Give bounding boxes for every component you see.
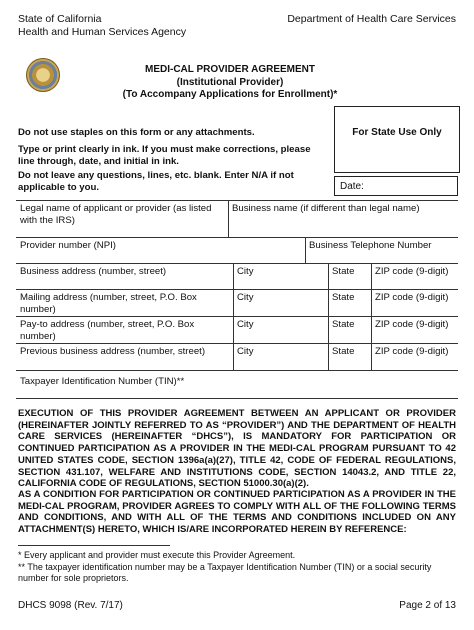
city-label: City bbox=[237, 319, 254, 330]
city-label: City bbox=[237, 292, 254, 303]
previous-address-label: Previous business address (number, street) bbox=[20, 346, 206, 357]
tin-label: Taxpayer Identification Number (TIN)** bbox=[20, 376, 185, 387]
city-label: City bbox=[237, 346, 254, 357]
state-label: State bbox=[332, 346, 355, 357]
header-agency: Health and Human Services Agency bbox=[18, 26, 187, 38]
provider-number-field[interactable] bbox=[16, 237, 305, 263]
state-label: State bbox=[332, 319, 355, 330]
zip-label: ZIP code (9-digit) bbox=[375, 292, 449, 303]
footnote-2: ** The taxpayer identification number may be a Taxpayer Identification Number (TIN) or a social security number for sole proprietors. bbox=[18, 562, 432, 583]
payto-state-field[interactable] bbox=[328, 316, 371, 343]
execution-paragraph: EXECUTION OF THIS PROVIDER AGREEMENT BETWEEN AN APPLICANT OR PROVIDER (HEREINAFTER JOINTLY REFERRED TO AS “PROVIDER”) AND THE DEPARTMENT OF HEALTH CARE SERVICES (HEREINAFTER “DHCS”), IS MANDATORY FOR PARTICIPATION OR CONTINUED PARTICIPATION AS A PROVIDER IN THE MEDI-CAL PROGRAM PURSUANT TO 42 UNITED STATES CODE, SECTION 1396a(a)(27), TITLE 42, CODE OF FEDERAL REGULATIONS, SECTION 431.107, WELFARE AND INSTITUTIONS CODE, SECTION 14043.2, AND TITLE 22, CALIFORNIA CODE OF REGULATIONS, SECTION 51000.30(a)(2). bbox=[18, 408, 456, 490]
mailing-state-field[interactable] bbox=[328, 289, 371, 316]
state-seal-icon bbox=[26, 58, 60, 92]
zip-label: ZIP code (9-digit) bbox=[375, 266, 449, 277]
date-label: Date: bbox=[340, 181, 364, 192]
payto-city-field[interactable] bbox=[233, 316, 328, 343]
header-state: State of California bbox=[18, 13, 102, 25]
business-address-field[interactable] bbox=[16, 263, 233, 289]
form-title-line2: (Institutional Provider) bbox=[176, 76, 284, 88]
business-state-field[interactable] bbox=[328, 263, 371, 289]
condition-paragraph: AS A CONDITION FOR PARTICIPATION OR CONTINUED PARTICIPATION AS A PROVIDER IN THE MEDI-CAL PROGRAM, PROVIDER AGREES TO COMPLY WITH ALL OF THE FOLLOWING TERMS AND CONDITIONS, AND WITH ALL OF THE TERMS AND CONDITIONS INCLUDED ON ANY ATTACHMENT(S) HERETO, WHICH IS/ARE INCORPORATED HEREIN BY REFERENCE: bbox=[18, 489, 456, 536]
zip-label: ZIP code (9-digit) bbox=[375, 319, 449, 330]
form-title-line1: MEDI-CAL PROVIDER AGREEMENT bbox=[144, 64, 315, 75]
mailing-city-field[interactable] bbox=[233, 289, 328, 316]
tin-field[interactable] bbox=[16, 373, 458, 398]
mailing-address-label: Mailing address (number, street, P.O. Box number) bbox=[20, 292, 197, 315]
instruction-ink: Type or print clearly in ink. If you must make corrections, please line through, date, and initial in ink. bbox=[18, 144, 311, 167]
state-label: State bbox=[332, 266, 355, 277]
form-id: DHCS 9098 (Rev. 7/17) bbox=[18, 600, 123, 611]
business-name-label: Business name (if different than legal name) bbox=[232, 203, 420, 214]
payto-address-label: Pay-to address (number, street, P.O. Box number) bbox=[20, 319, 195, 342]
provider-number-label: Provider number (NPI) bbox=[20, 240, 116, 251]
payto-zip-field[interactable] bbox=[371, 316, 458, 343]
business-address-label: Business address (number, street) bbox=[20, 266, 167, 277]
business-name-field[interactable] bbox=[228, 200, 458, 237]
zip-label: ZIP code (9-digit) bbox=[375, 346, 449, 357]
previous-zip-field[interactable] bbox=[371, 343, 458, 370]
payto-address-field[interactable] bbox=[16, 316, 233, 343]
form-title-line3: (To Accompany Applications for Enrollment)* bbox=[122, 89, 338, 100]
instruction-staples: Do not use staples on this form or any attachments. bbox=[18, 127, 255, 138]
business-phone-field[interactable] bbox=[305, 237, 458, 263]
instruction-blank: Do not leave any questions, lines, etc. blank. Enter N/A if not applicable to you. bbox=[18, 170, 294, 193]
page-number: Page 2 of 13 bbox=[399, 600, 456, 611]
legal-name-label: Legal name of applicant or provider (as listed with the IRS) bbox=[20, 203, 212, 226]
state-use-date-field[interactable] bbox=[334, 176, 458, 196]
business-phone-label: Business Telephone Number bbox=[309, 240, 432, 251]
previous-city-field[interactable] bbox=[233, 343, 328, 370]
state-use-box bbox=[334, 106, 460, 173]
previous-state-field[interactable] bbox=[328, 343, 371, 370]
previous-address-field[interactable] bbox=[16, 343, 233, 370]
footnote-1: * Every applicant and provider must execute this Provider Agreement. bbox=[18, 550, 296, 560]
state-label: State bbox=[332, 292, 355, 303]
mailing-address-field[interactable] bbox=[16, 289, 233, 316]
state-use-label: For State Use Only bbox=[352, 127, 442, 138]
business-zip-field[interactable] bbox=[371, 263, 458, 289]
city-label: City bbox=[237, 266, 254, 277]
form-title bbox=[80, 64, 380, 102]
mailing-zip-field[interactable] bbox=[371, 289, 458, 316]
legal-name-field[interactable] bbox=[16, 200, 228, 237]
header-department: Department of Health Care Services bbox=[287, 13, 456, 25]
business-city-field[interactable] bbox=[233, 263, 328, 289]
